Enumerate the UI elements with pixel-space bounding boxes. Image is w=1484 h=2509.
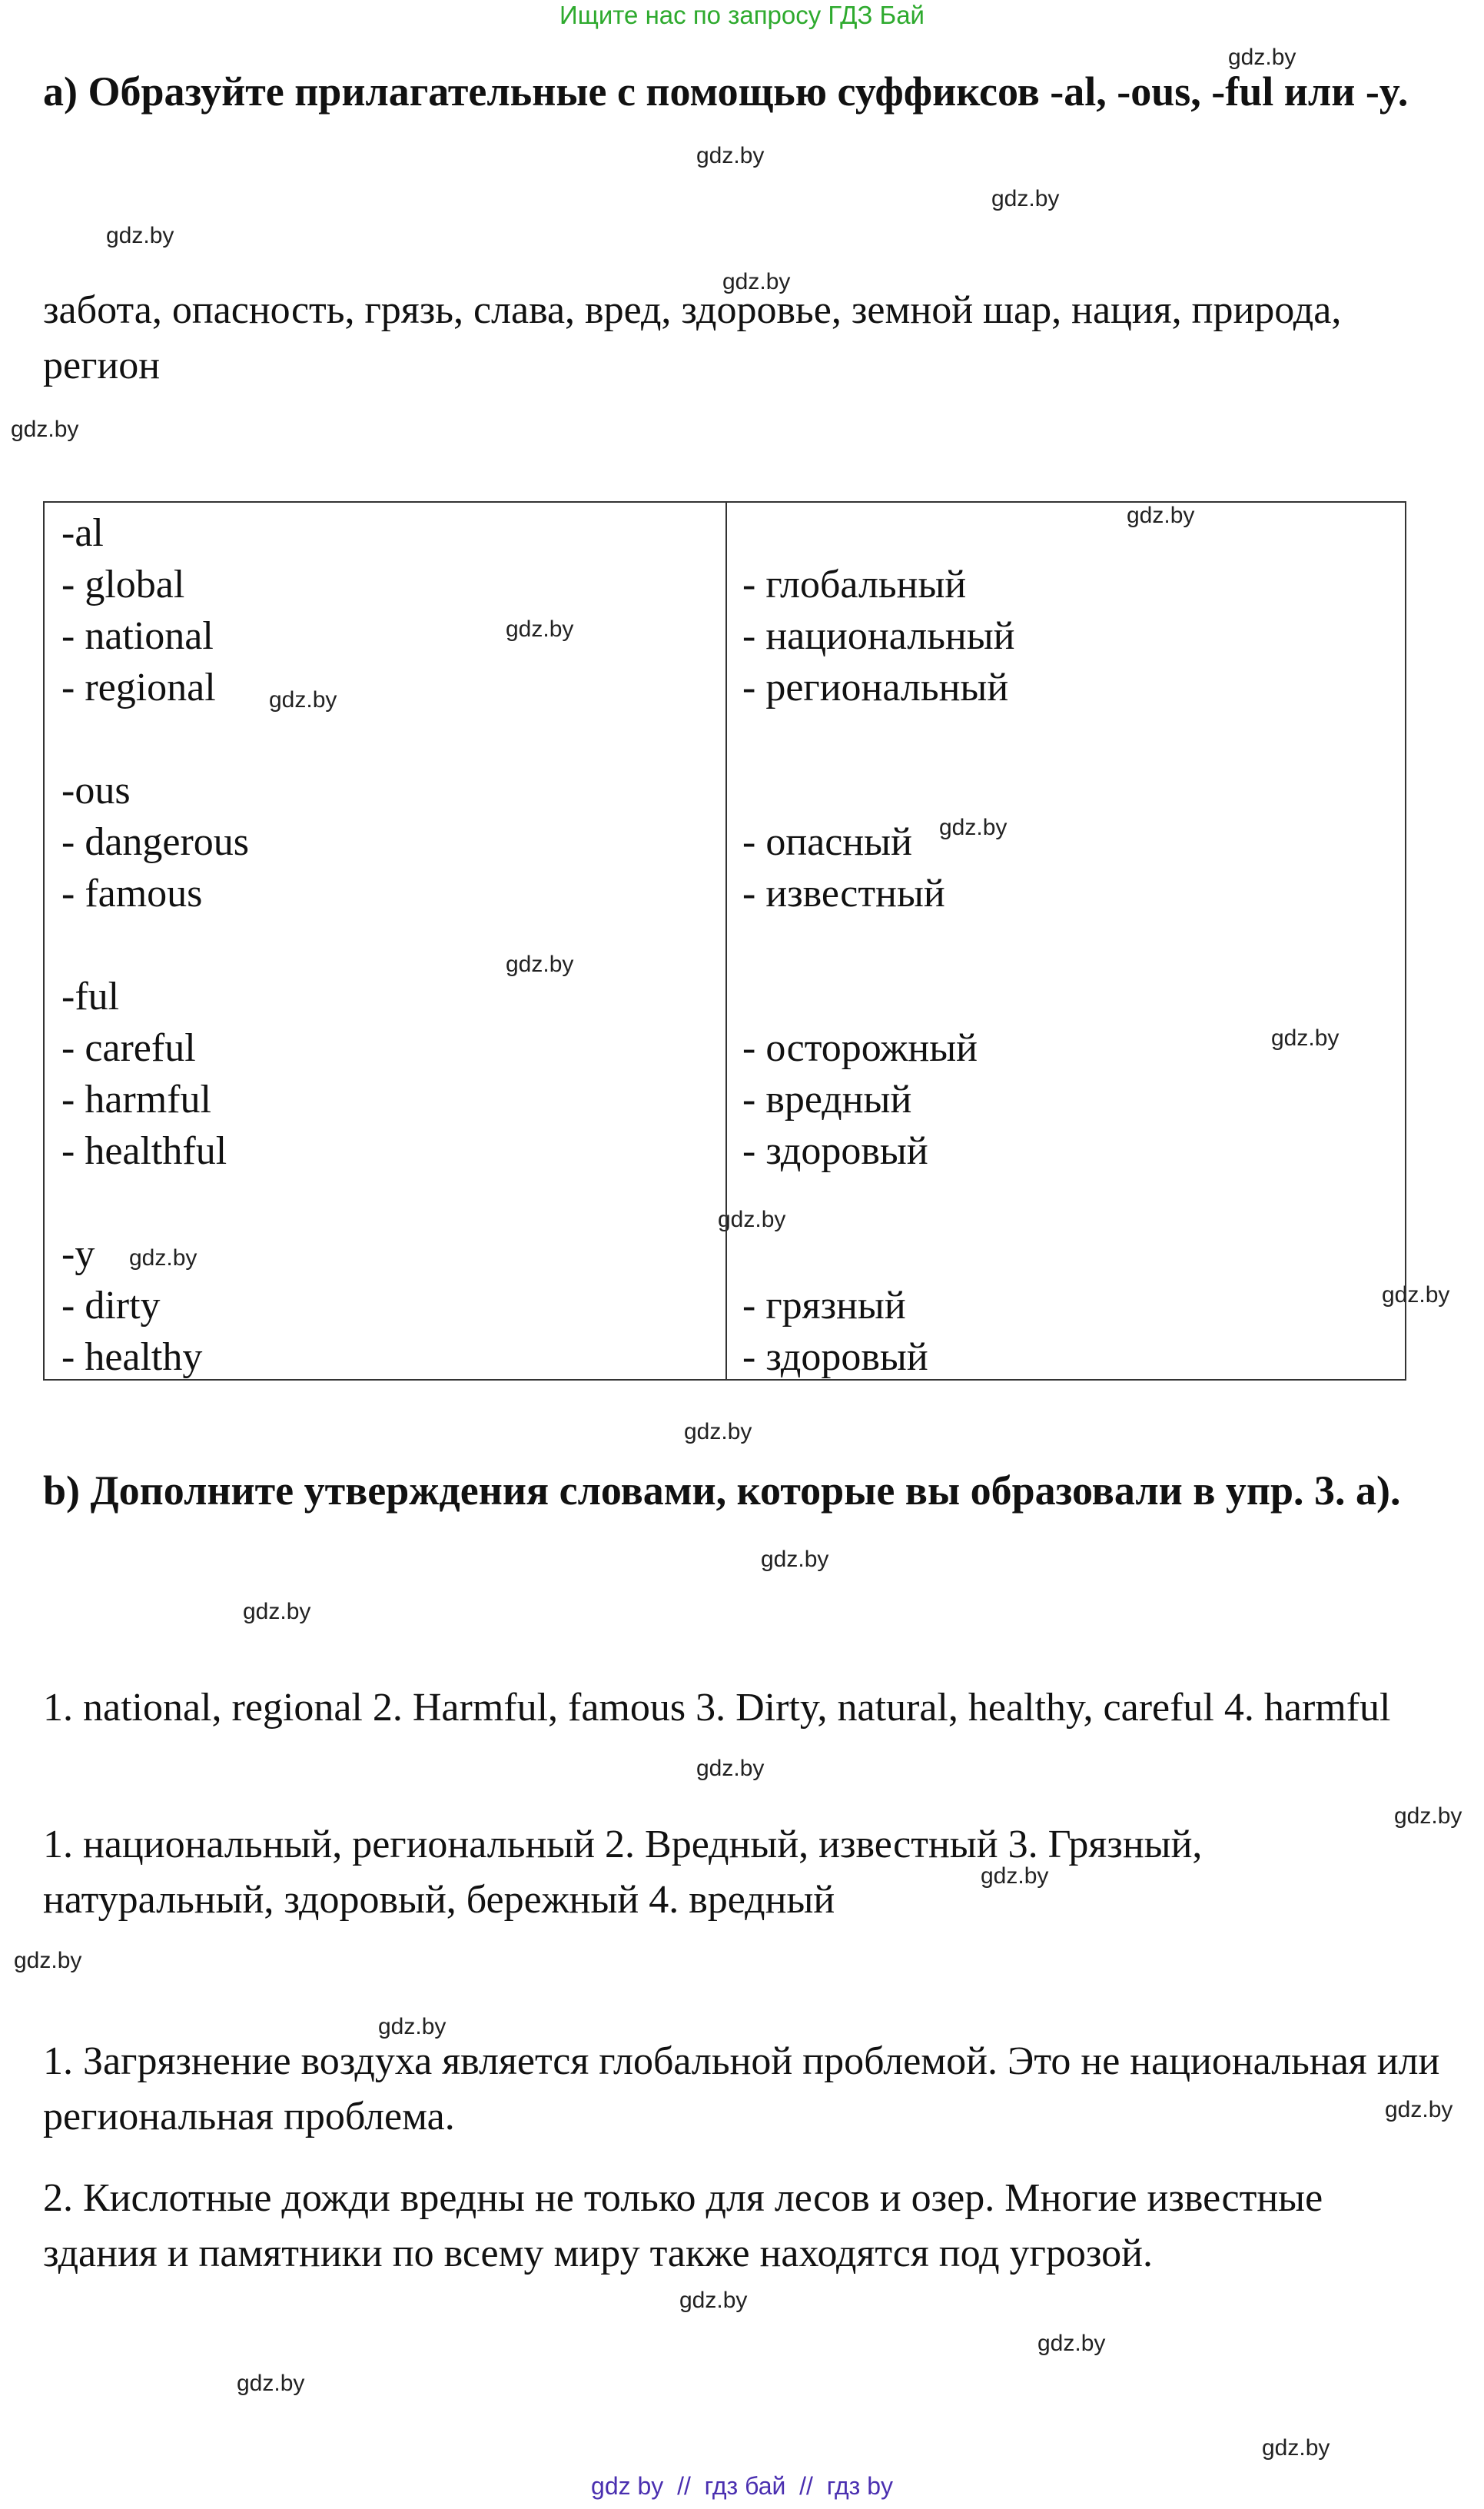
english-column xyxy=(61,507,715,1383)
watermark: gdz.by xyxy=(981,1863,1049,1889)
watermark: gdz.by xyxy=(1394,1803,1462,1829)
watermark: gdz.by xyxy=(1037,2331,1106,2356)
watermark: gdz.by xyxy=(243,1599,311,1624)
watermark: gdz.by xyxy=(1382,1282,1450,1308)
watermark: gdz.by xyxy=(679,2288,748,2313)
watermark: gdz.by xyxy=(696,1756,765,1781)
watermark: gdz.by xyxy=(761,1547,829,1572)
english-line: - harmful xyxy=(61,1078,211,1122)
english-line: - healthful xyxy=(61,1129,227,1173)
english-line: - famous xyxy=(61,872,203,916)
russian-line: - национальный xyxy=(742,614,1015,658)
watermark: gdz.by xyxy=(684,1419,752,1444)
sentence-2: 2. Кислотные дожди вредны не только для лесов и озер. Многие известные здания и памятники по всему миру также находятся под угрозой. xyxy=(43,2176,1323,2275)
russian-line xyxy=(742,1228,1396,1280)
english-line xyxy=(61,713,715,765)
english-line: - global xyxy=(61,563,185,606)
top-banner: Ищите нас по запросу ГДЗ Бай xyxy=(559,1,925,29)
russian-line xyxy=(742,971,1396,1022)
russian-line xyxy=(742,507,1396,559)
english-line: -al xyxy=(61,511,104,555)
russian-column xyxy=(742,507,1396,1383)
watermark: gdz.by xyxy=(1127,503,1195,528)
table-divider xyxy=(725,503,727,1379)
russian-line xyxy=(742,713,1396,765)
answers-russian: 1. национальный, региональный 2. Вредный, известный 3. Грязный, натуральный, здоровый, бережный 4. вредный xyxy=(43,1823,1203,1922)
watermark: gdz.by xyxy=(718,1207,786,1232)
watermark: gdz.by xyxy=(106,223,174,248)
russian-line xyxy=(742,765,1396,816)
russian-line: - здоровый xyxy=(742,1129,928,1173)
english-line: - regional xyxy=(61,666,216,709)
russian-line: - осторожный xyxy=(742,1026,978,1070)
watermark: gdz.by xyxy=(14,1948,82,1973)
watermark: gdz.by xyxy=(506,616,574,642)
english-line: -ous xyxy=(61,769,131,813)
watermark: gdz.by xyxy=(722,269,791,294)
english-line: - dirty xyxy=(61,1284,161,1328)
russian-line: - вредный xyxy=(742,1078,912,1122)
answers-english: 1. national, regional 2. Harmful, famous 3. Dirty, natural, healthy, careful 4. harmful xyxy=(43,1686,1391,1730)
english-line: -y xyxy=(61,1232,95,1276)
english-line: -ful xyxy=(61,975,120,1019)
english-line: - national xyxy=(61,614,214,658)
watermark: gdz.by xyxy=(1262,2435,1330,2461)
watermark: gdz.by xyxy=(991,186,1060,211)
watermark: gdz.by xyxy=(378,2014,447,2039)
russian-line: - региональный xyxy=(742,666,1009,709)
watermark: gdz.by xyxy=(129,1245,198,1271)
sentence-1: 1. Загрязнение воздуха является глобальной проблемой. Это не национальная или региональная проблема. xyxy=(43,2039,1440,2138)
english-line: - careful xyxy=(61,1026,196,1070)
watermark: gdz.by xyxy=(237,2371,305,2396)
watermark: gdz.by xyxy=(696,143,765,168)
vocabulary-table xyxy=(43,501,1406,1381)
english-line: - healthy xyxy=(61,1335,203,1379)
watermark: gdz.by xyxy=(11,417,79,442)
section-a-heading: a) Образуйте прилагательные с помощью суффиксов -al, -ous, -ful или -y. xyxy=(43,68,1409,115)
watermark: gdz.by xyxy=(269,687,337,713)
english-line xyxy=(61,1177,715,1228)
russian-line xyxy=(742,1177,1396,1228)
english-line: - dangerous xyxy=(61,820,250,864)
russian-line: - опасный xyxy=(742,820,912,864)
watermark: gdz.by xyxy=(506,952,574,977)
russian-line: - здоровый xyxy=(742,1335,928,1379)
russian-line: - грязный xyxy=(742,1284,906,1328)
watermark: gdz.by xyxy=(1228,45,1296,70)
russian-line: - глобальный xyxy=(742,563,967,606)
russian-line xyxy=(742,919,1396,971)
watermark: gdz.by xyxy=(1385,2097,1453,2122)
english-line xyxy=(61,919,715,971)
section-a-words: забота, опасность, грязь, слава, вред, здоровье, земной шар, нация, природа, регион xyxy=(43,288,1342,387)
footer-links: gdz by // гдз бай // гдз by xyxy=(591,2472,893,2500)
russian-line: - известный xyxy=(742,872,945,916)
watermark: gdz.by xyxy=(939,815,1008,840)
watermark: gdz.by xyxy=(1271,1025,1340,1051)
section-b-heading: b) Дополните утверждения словами, которые вы образовали в упр. 3. a). xyxy=(43,1467,1401,1514)
